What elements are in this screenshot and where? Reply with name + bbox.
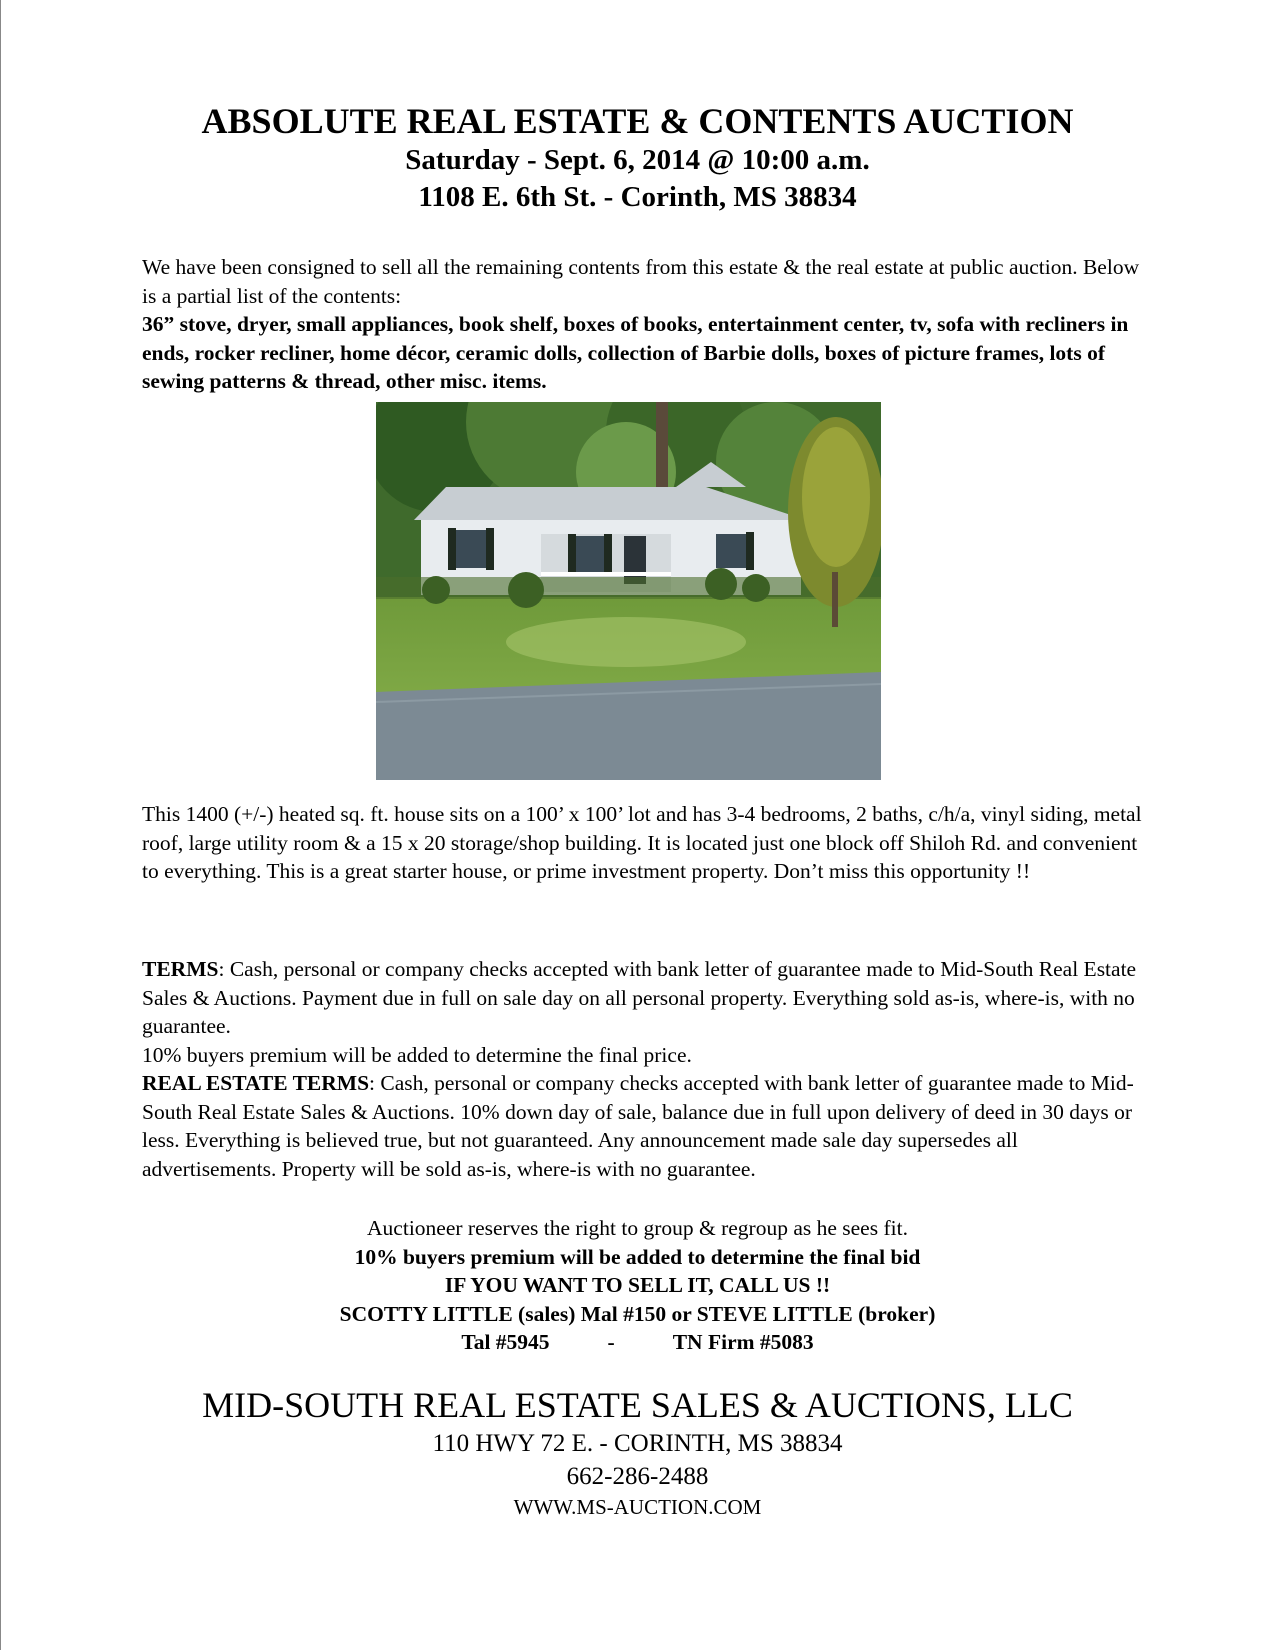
license-line — [0, 1328, 1275, 1357]
company-phone: 662-286-2488 — [566, 1463, 709, 1490]
company-website: WWW.MS-AUCTION.COM — [513, 1495, 762, 1519]
real-estate-terms-label: REAL ESTATE TERMS — [142, 1071, 370, 1095]
real-estate-terms-text: : Cash, personal or company checks accepted with bank letter of guarantee made to Mid-South Real Estate Sales & Auctions. 10% down day of sale, balance due in full upon delivery of deed in 30 days or less. Everything is believed true, but not guaranteed. Any announcement made sale day supersedes all advertisements. Property will be sold as-is, where-is with no guarantee. — [142, 1071, 1134, 1181]
personal-property-terms — [142, 955, 1142, 1041]
license-tn: TN Firm #5083 — [672, 1330, 814, 1354]
auction-title: ABSOLUTE REAL ESTATE & CONTENTS AUCTION — [201, 101, 1074, 141]
terms-section — [142, 955, 1142, 1183]
company-name: MID-SOUTH REAL ESTATE SALES & AUCTIONS, LLC — [202, 1385, 1073, 1425]
terms-label: TERMS — [142, 957, 219, 981]
house-photo-illustration — [376, 402, 881, 780]
license-separator: - — [607, 1330, 615, 1354]
call-line: IF YOU WANT TO SELL IT, CALL US !! — [444, 1273, 831, 1297]
auction-header — [0, 100, 1275, 216]
company-info — [0, 1383, 1275, 1521]
terms-text: : Cash, personal or company checks accepted with bank letter of guarantee made to Mid-South Real Estate Sales & Auctions. Payment due in full on sale day on all personal property. Everything sold as-is, where-is, with no guarantee. — [142, 957, 1137, 1038]
reserve-line: Auctioneer reserves the right to group & regroup as he sees fit. — [367, 1216, 908, 1240]
contents-list: 36” stove, dryer, small appliances, book shelf, boxes of books, entertainment center, tv, sofa with recliners in ends, rocker recliner, home décor, ceramic dolls, collection of Barbie dolls, boxes of picture frames, lots of sewing patterns & thread, other misc. items. — [142, 312, 1129, 393]
company-address: 110 HWY 72 E. - CORINTH, MS 38834 — [432, 1430, 843, 1457]
contacts-line: SCOTTY LITTLE (sales) Mal #150 or STEVE LITTLE (broker) — [339, 1301, 936, 1326]
real-estate-terms — [142, 1069, 1142, 1183]
property-description: This 1400 (+/-) heated sq. ft. house sits on a 100’ x 100’ lot and has 3-4 bedrooms, 2 baths, c/h/a, vinyl siding, metal roof, large utility room & a 15 x 20 storage/shop building. It is located just one block off Shiloh Rd. and convenient to everything. This is a great starter house, or prime investment property. Don’t miss this opportunity !! — [142, 802, 1142, 883]
intro-text: We have been consigned to sell all the remaining contents from this estate & the real estate at public auction. Below is a partial list of the contents: — [142, 255, 1140, 308]
premium-line: 10% buyers premium will be added to determine the final price. — [142, 1042, 692, 1067]
auction-date: Saturday - Sept. 6, 2014 @ 10:00 a.m. — [405, 144, 870, 176]
house-photo — [376, 402, 881, 780]
auction-address: 1108 E. 6th St. - Corinth, MS 38834 — [418, 181, 857, 213]
premium-bid-line: 10% buyers premium will be added to determine the final bid — [354, 1244, 921, 1269]
intro-section — [142, 253, 1142, 396]
closing-section — [0, 1214, 1275, 1357]
license-tal: Tal #5945 — [461, 1330, 550, 1354]
